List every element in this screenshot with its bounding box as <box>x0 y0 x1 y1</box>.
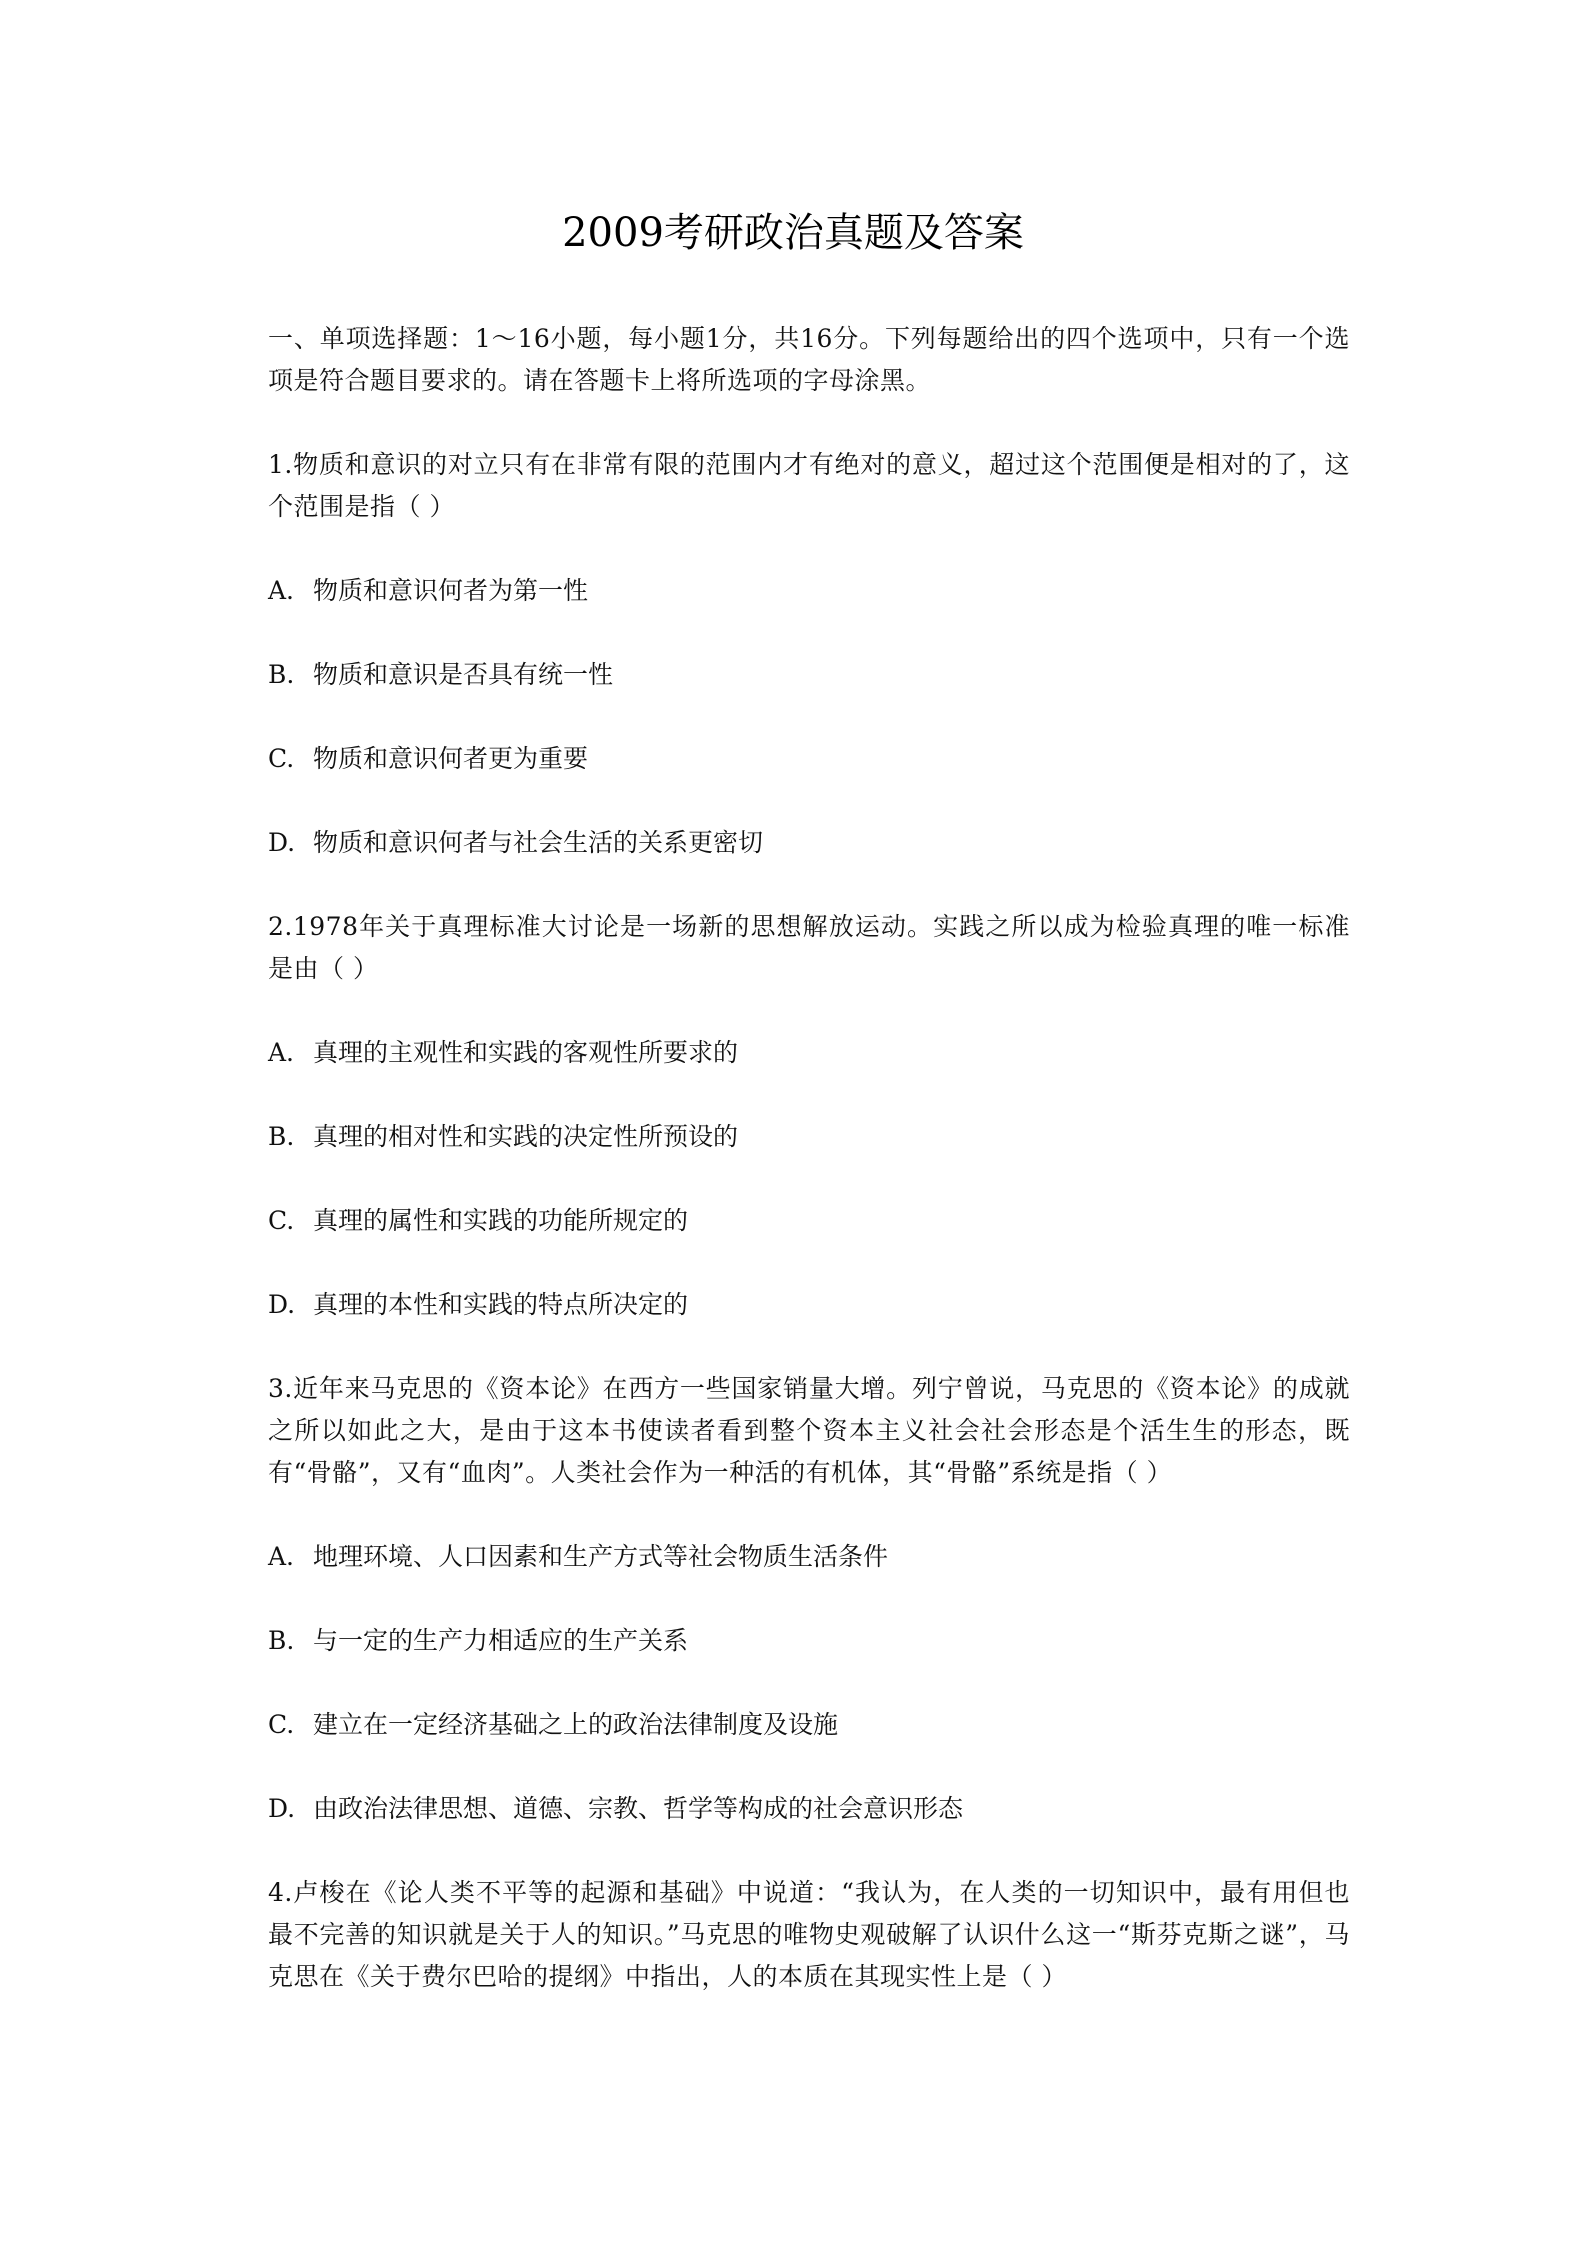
option-letter: C. <box>268 1710 295 1739</box>
option-text: 物质和意识是否具有统一性 <box>313 660 614 689</box>
option-text: 由政治法律思想、道德、宗教、哲学等构成的社会意识形态 <box>313 1794 964 1823</box>
option-text: 与一定的生产力相适应的生产关系 <box>313 1626 689 1655</box>
option-text: 真理的属性和实践的功能所规定的 <box>313 1206 689 1235</box>
question-4-stem: 4.卢梭在《论人类不平等的起源和基础》中说道：“我认为，在人类的一切知识中，最有用但也最不完善的知识就是关于人的知识。”马克思的唯物史观破解了认识什么这一“斯芬克斯之谜”，马克思在《关于费尔巴哈的提纲》中指出，人的本质在其现实性上是（ ） <box>268 1878 1350 1991</box>
option-letter: D. <box>268 828 296 857</box>
question-2-stem: 2.1978年关于真理标准大讨论是一场新的思想解放运动。实践之所以成为检验真理的唯一标准是由（ ） <box>268 912 1350 983</box>
option-text: 物质和意识何者与社会生活的关系更密切 <box>313 828 764 857</box>
option-letter: C. <box>268 1206 295 1235</box>
option-letter: A. <box>268 1542 295 1571</box>
question-1-stem: 1.物质和意识的对立只有在非常有限的范围内才有绝对的意义，超过这个范围便是相对的了，这个范围是指（ ） <box>268 450 1350 521</box>
question-2-option-b <box>268 1116 1350 1158</box>
question-3-option-d <box>268 1788 1350 1830</box>
question-2-option-d <box>268 1284 1350 1326</box>
question-1-option-a <box>268 570 1350 612</box>
option-letter: B. <box>268 1626 295 1655</box>
question-1-option-d <box>268 822 1350 864</box>
option-text: 物质和意识何者更为重要 <box>313 744 589 773</box>
option-text: 真理的本性和实践的特点所决定的 <box>313 1290 689 1319</box>
option-text: 建立在一定经济基础之上的政治法律制度及设施 <box>313 1710 839 1739</box>
option-letter: D. <box>268 1794 296 1823</box>
question-1-option-b <box>268 654 1350 696</box>
option-letter: C. <box>268 744 295 773</box>
document-body <box>268 318 1350 2040</box>
document-title: 2009考研政治真题及答案 <box>562 210 1024 256</box>
option-text: 真理的主观性和实践的客观性所要求的 <box>313 1038 739 1067</box>
question-3-option-a <box>268 1536 1350 1578</box>
question-1-option-c <box>268 738 1350 780</box>
option-text: 真理的相对性和实践的决定性所预设的 <box>313 1122 739 1151</box>
question-3-option-c <box>268 1704 1350 1746</box>
question-2-option-a <box>268 1032 1350 1074</box>
option-letter: B. <box>268 1122 295 1151</box>
section-instructions: 一、单项选择题：1～16小题，每小题1分，共16分。下列每题给出的四个选项中，只有一个选项是符合题目要求的。请在答题卡上将所选项的字母涂黑。 <box>268 324 1350 395</box>
option-letter: D. <box>268 1290 296 1319</box>
option-letter: A. <box>268 576 295 605</box>
question-2-option-c <box>268 1200 1350 1242</box>
option-text: 物质和意识何者为第一性 <box>313 576 589 605</box>
option-letter: B. <box>268 660 295 689</box>
option-letter: A. <box>268 1038 295 1067</box>
question-3-option-b <box>268 1620 1350 1662</box>
option-text: 地理环境、人口因素和生产方式等社会物质生活条件 <box>313 1542 889 1571</box>
question-3-stem: 3.近年来马克思的《资本论》在西方一些国家销量大增。列宁曾说，马克思的《资本论》的成就之所以如此之大，是由于这本书使读者看到整个资本主义社会社会形态是个活生生的形态，既有“骨骼”，又有“血肉”。人类社会作为一种活的有机体，其“骨骼”系统是指（ ） <box>268 1374 1350 1487</box>
